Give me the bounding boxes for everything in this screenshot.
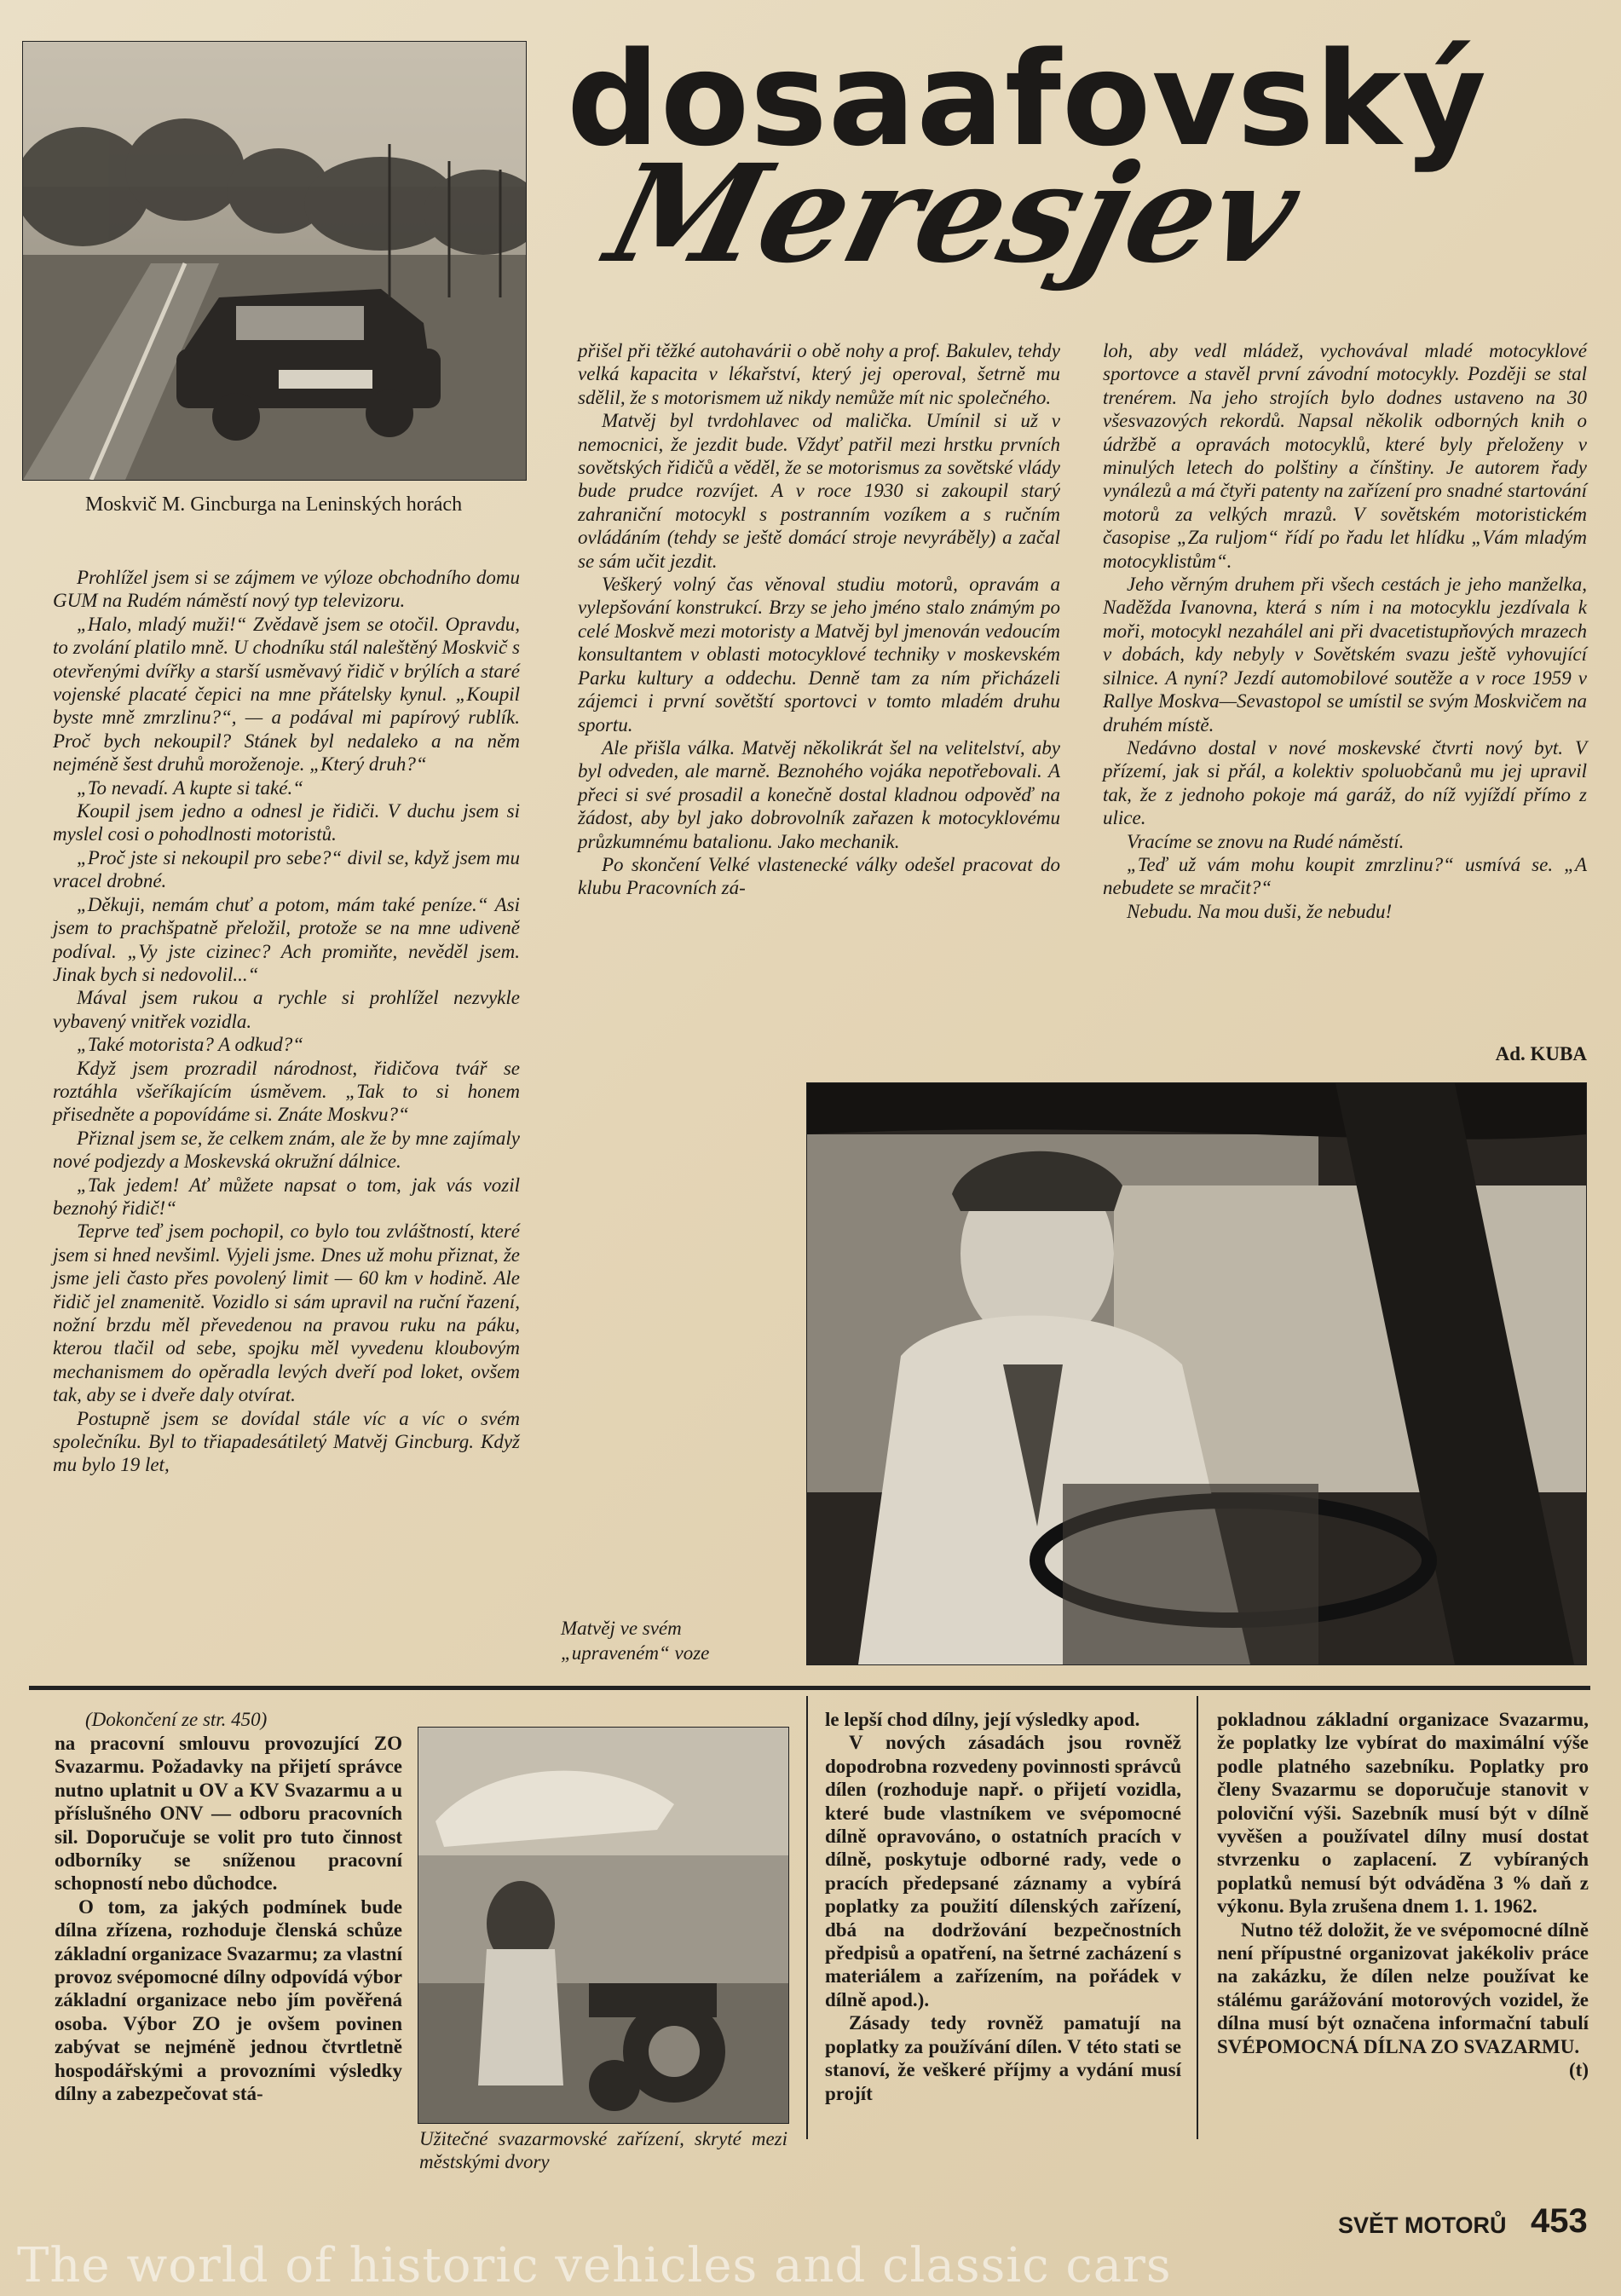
continuation-column-c: [825, 1708, 1181, 2105]
continuation-intro-text: (Dokončení ze str. 450): [85, 1709, 268, 1730]
paragraph: „Děkuji, nemám chuť a potom, mám také peníze.“ Asi jsem to prachšpatně přeložil, protože se na mne udiveně podíval. „Vy jste cizinec? Ach promiňte, nevěděl jsem. Jinak bych si nedovolil...“: [53, 893, 520, 985]
article-column-1: [53, 566, 520, 1477]
photo-caption-bottom-text: Užitečné svazarmovské zařízení, skryté mezi městskými dvory: [419, 2128, 787, 2172]
paragraph: le lepší chod dílny, její výsledky apod.: [825, 1709, 1140, 1730]
paragraph: Přiznal jsem se, že celkem znám, ale že by mne zajímaly nové podjezdy a Moskevská okružní dálnice.: [53, 1127, 520, 1173]
continuation-column-d: [1217, 1708, 1589, 2082]
paragraph: Veškerý volný čas věnoval studiu motorů, opravám a vylepšování konstrukcí. Brzy se jeho jméno stalo známým po celé Moskvě mezi motoristy a Matvěj byl jmenován vedoucím konsultantem v oblasti motocyklové techniky v moskevském Parku kultury a oddechu. Denně tam za ním přicházeli zájemci i první sovětští sportovci v tomto mladém druhu sportu.: [578, 574, 1060, 736]
article-title: dosaafovský: [567, 24, 1488, 175]
watermark-text: The world of historic vehicles and classic cars: [17, 2238, 1172, 2293]
article-title-script: Meresjev: [594, 136, 1313, 293]
paragraph: „Proč jste si nekoupil pro sebe?“ divil se, když jsem mu vracel drobné.: [53, 846, 520, 892]
paragraph: na pracovní smlouvu provozující ZO Svazarmu. Požadavky na přijetí správce nutno uplatnit u OV a KV Svazarmu a u příslušného ONV — odboru pracovních sil. Doporučuje se volit pro tuto činnost odborníky se sníženou pracovní schopností nebo důchodce.: [55, 1733, 402, 1895]
paragraph: Mával jsem rukou a rychle si prohlížel nezvykle vybavený vnitřek vozidla.: [53, 987, 520, 1032]
article-column-3: [1103, 339, 1587, 923]
paragraph: přišel při těžké autohavárii o obě nohy a prof. Bakulev, tehdy velká kapacita v lékařství, který jej operoval, šetrně mu sdělil, že s motorismem už nikdy nemůže mít nic společného.: [578, 340, 1060, 408]
photo-caption-interior-line1: Matvěj ve svém: [561, 1618, 682, 1639]
column-divider: [806, 1696, 808, 2139]
paragraph: pokladnou základní organizace Svazarmu, že poplatky lze vybírat do maximální výše podle platného sazebníku. Poplatky pro členy Svazarmu se doporučuje stanovit v poloviční výši. Sazebník musí být v dílně vyvěšen a používatel dílny musí dostat stvrzenku o zaplacení. Z vybíraných poplatků nemusí být odváděna 3 % daň z výkonu. Byla zrušena dnem 1. 1. 1962.: [1217, 1709, 1589, 1918]
photo-car-leninsky-hills: [22, 41, 527, 481]
paragraph: Matvěj byl tvrdohlavec od malička. Umínil si už v nemocnici, že jezdit bude. Vždyť patřil mezi hrstku prvních sovětských řidičů a věděl, že se motorismus za sovětské vlády bude prudce rozvíjet. A v roce 1930 si zakoupil starý zahraniční motocykl s postranním vozíkem a s ručním ovládáním (tehdy se ještě domácí stroje nevyráběly) a začal se sám učit jezdit.: [578, 410, 1060, 572]
photo-caption-bottom: [419, 2127, 787, 2173]
paragraph: Teprve teď jsem pochopil, co bylo tou zvláštností, které jsem si hned nevšiml. Vyjeli jsme. Dnes už mohu přiznat, že jsme jeli často přes povolený limit — 60 km v hodině. Ale řidič jel znamenitě. Vozidlo si sám upravil na ruční řazení, nožní brzdu měl převedenou na pravou ruku na páku, kterou tlačil od sebe, spojku měl vyvedenu kloubovým mechanismem do opěradla levých dveří pod loket, ovšem tak, aby se i dveře daly otvírat.: [53, 1220, 520, 1406]
paragraph: O tom, za jakých podmínek bude dílna zřízena, rozhoduje členská schůze základní organizace Svazarmu; za vlastní provoz svépomocné dílny odpovídá výbor základní organizace nebo jím pověřená osoba. Výbor ZO je ovšem povinen zabývat se nejméně jednou čtvrtletně hospodářskými a provozními výsledky dílny a zabezpečovat stá-: [55, 1895, 402, 2105]
paragraph: Zásady tedy rovněž pamatují na poplatky za používání dílen. V této stati se stanoví, že veškeré příjmy a vydání musí projít: [825, 2012, 1181, 2104]
paragraph: Prohlížel jsem si se zájmem ve výloze obchodního domu GUM na Rudém náměstí nový typ televizoru.: [53, 567, 520, 612]
car-photo-icon: [23, 42, 526, 480]
column-divider: [1197, 1696, 1198, 2139]
paragraph: „Také motorista? A odkud?“: [77, 1034, 304, 1056]
paragraph: Vracíme se znovu na Rudé náměstí.: [1127, 830, 1405, 852]
paragraph: „Teď už vám mohu koupit zmrzlinu?“ usmívá se. „A nebudete se mračit?“: [1103, 853, 1587, 899]
author-signature: Ad. KUBA: [1495, 1043, 1587, 1064]
section-divider: [29, 1686, 1590, 1690]
paragraph: Koupil jsem jedno a odnesl je řidiči. V duchu jsem si myslel cosi o pohodlnosti motoristů.: [53, 800, 520, 845]
article-column-2: [578, 339, 1060, 900]
photo-caption-top: [22, 493, 525, 517]
continuation-intro: [55, 1708, 402, 1731]
paragraph: Ale přišla válka. Matvěj několikrát šel na velitelství, aby byl odveden, ale marně. Beznohého vojáka nepotřebovali. A přeci si své prosadil a konečně dostal kladnou odpověď na žádost, aby byl jako dobrovolník zařazen k motocyklovému průzkumnému batalionu. Jako mechanik.: [578, 736, 1060, 852]
paragraph: Nedávno dostal v nové moskevské čtvrti nový byt. V přízemí, jak si přál, a kolektiv spoluobčanů mu jej upravil tak, že z jednoho pokoje má garáž, do níž vyjíždí přímo z ulice.: [1103, 736, 1587, 829]
paragraph: Postupně jsem se dovídal stále víc a víc o svém společníku. Byl to třiapadesátiletý Matvěj Gincburg. Když mu bylo 19 let,: [53, 1407, 520, 1476]
continuation-column-a: [55, 1732, 402, 2106]
paragraph: „Tak jedem! Ať můžete napsat o tom, jak vás vozil beznohý řidič!“: [53, 1174, 520, 1219]
photo-driver-interior: [806, 1082, 1587, 1665]
paragraph: Po skončení Velké vlastenecké války odešel pracovat do klubu Pracovních zá-: [578, 853, 1060, 899]
magazine-name: SVĚT MOTORŮ: [1338, 2212, 1507, 2238]
workshop-photo-icon: [418, 1728, 788, 2123]
paragraph: Když jsem prozradil národnost, řidičova tvář se roztáhla všeříkajícím úsměvem. „Tak to si honem přisedněte a popovídáme si. Znáte Moskvu?“: [53, 1057, 520, 1126]
paragraph: „Halo, mladý muži!“ Zvědavě jsem se otočil. Opravdu, to zvolání platilo mně. U chodníku stál naleštěný Moskvič s otevřenými dvířky a starší usměvavý řidič v brýlích a staré vojenské placaté čepici na mne přátelsky kynul. „Koupil byste mně zmrzlinu?“, — a podával mi papírový rublík. Proč bych nekoupil? Stánek byl nedaleko a na něm nejméně šest druhů moroženoje. „Který druh?“: [53, 613, 520, 776]
paragraph: (t): [1569, 2059, 1589, 2081]
paragraph: Jeho věrným druhem při všech cestách je jeho manželka, Naděžda Ivanovna, která s ním i na motocyklu jezdívala k moři, motocykl nezahálel ani při dvacetistupňových mrazech v dobách, kdy nebyly v Sovětském svazu ještě vyhovující silnice. A nyní? Jezdí automobilové soutěže a v roce 1959 v Rallye Moskva—Sevastopol se umístil se svým Moskvičem na druhém místě.: [1103, 574, 1587, 736]
driver-photo-icon: [807, 1083, 1586, 1664]
paragraph: loh, aby vedl mládež, vychovával mladé motocyklové sportovce a stavěl první závodní motocykly. Později se stal trenérem. Na jeho strojích bylo dodnes ustaveno na 30 všesvazových rekordů. Napsal několik odborných knih o údržbě a opravách motocyklů, které byly přeloženy v minulých letech do polštiny a čínštiny. Je autorem řady vynálezů a má čtyři patenty na zařízení pro snadné startování motorů za velkých mrazů. V sovětském motoristickém časopise „Za ruljom“ řídí po řadu let hlídku „Vám mladým motocyklistům“.: [1103, 340, 1587, 572]
paragraph: Nebudu. Na mou duši, že nebudu!: [1127, 900, 1393, 922]
paragraph: „To nevadí. A kupte si také.“: [77, 776, 303, 799]
photo-caption-interior-line2: „upraveném“ voze: [561, 1642, 710, 1664]
page-number: 453: [1531, 2202, 1588, 2240]
paragraph: V nových zásadách jsou rovněž dopodrobna rozvedeny povinnosti správců dílen (rozhoduje např. o přijetí vozidla, které bude vlastníkem ve svépomocné dílně opravováno, o ostatních pracích v dílně, poskytuje odborné rady, vede o pracích předepsané záznamy a vybírá poplatky za použití dílenských zařízení, dbá na dodržování bezpečnostních předpisů a opatření, na šetrné zacházení s materiálem a zařízením, na pořádek v dílně apod.).: [825, 1732, 1181, 2010]
photo-caption-top-text: Moskvič M. Gincburga na Leninských horách: [84, 493, 463, 516]
paragraph: Nutno též doložit, že ve svépomocné dílně není přípustné organizovat jakékoliv práce na zakázku, že dílen nelze používat ke stálému garážování motorových vozidel, že dílna musí být označena informační tabulí SVÉPOMOCNÁ DÍLNA ZO SVAZARMU.: [1217, 1918, 1589, 2057]
photo-workshop-courtyard: [418, 1727, 789, 2124]
photo-caption-interior: [561, 1616, 787, 1665]
